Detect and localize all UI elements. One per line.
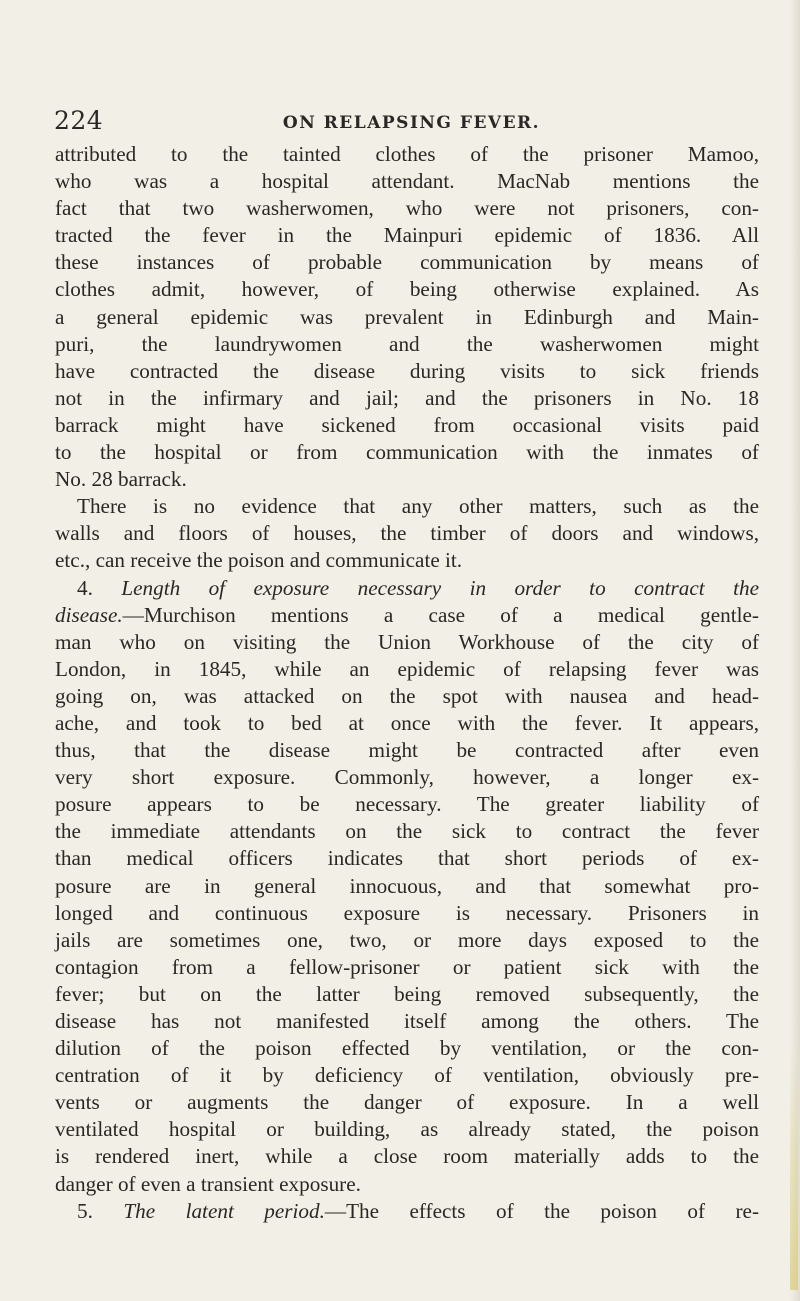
text-line: danger of even a transient exposure. bbox=[55, 1171, 361, 1196]
text-line: posure are in general innocuous, and that somewhat pro- bbox=[55, 873, 759, 898]
text-line: centration of it by deficiency of ventilation, obviously pre- bbox=[55, 1063, 759, 1088]
section-title-cont: disease. bbox=[55, 602, 123, 627]
text-line: have contracted the disease during visits to sick friends bbox=[55, 358, 759, 383]
text-line: puri, the laundrywomen and the washerwomen might bbox=[55, 331, 759, 356]
page-header bbox=[54, 103, 759, 139]
section-number: 4. bbox=[77, 575, 122, 600]
text-line: dilution of the poison effected by ventilation, or the con- bbox=[55, 1036, 759, 1061]
text-line: very short exposure. Commonly, however, a longer ex- bbox=[55, 765, 759, 790]
page-edge-stain bbox=[790, 1050, 798, 1290]
text-line: fact that two washerwomen, who were not prisoners, con- bbox=[55, 196, 759, 221]
text-line: disease has not manifested itself among the others. The bbox=[55, 1009, 759, 1033]
section-text: —Murchison mentions a case of a medical gentle- bbox=[122, 602, 759, 627]
text-line: walls and floors of houses, the timber of doors and windows, bbox=[55, 521, 759, 546]
text-line: who was a hospital attendant. MacNab mentions the bbox=[55, 169, 759, 194]
section-text: —The effects of the poison of re- bbox=[324, 1198, 759, 1223]
body-text bbox=[55, 141, 759, 1225]
text-line bbox=[55, 602, 759, 629]
text-line: etc., can receive the poison and communicate it. bbox=[55, 548, 463, 573]
text-line: man who on visiting the Union Workhouse of the city of bbox=[55, 629, 759, 654]
text-line: going on, was attacked on the spot with nausea and head- bbox=[55, 683, 759, 708]
text-line: the immediate attendants on the sick to contract the fever bbox=[55, 819, 759, 844]
text-line: barrack might have sickened from occasional visits paid bbox=[55, 412, 759, 437]
text-line: to the hospital or from communication with the inmates of bbox=[55, 440, 759, 465]
text-line: jails are sometimes one, two, or more days exposed to the bbox=[55, 927, 759, 952]
text-line: is rendered inert, while a close room materially adds to the bbox=[55, 1144, 759, 1169]
text-line: a general epidemic was prevalent in Edinburgh and Main- bbox=[55, 304, 759, 329]
text-line: contagion from a fellow-prisoner or patient sick with the bbox=[55, 954, 759, 979]
text-line: than medical officers indicates that short periods of ex- bbox=[55, 846, 759, 871]
text-line: clothes admit, however, of being otherwise explained. As bbox=[55, 277, 759, 302]
section-number: 5. bbox=[77, 1198, 124, 1223]
text-line: tracted the fever in the Mainpuri epidemic of 1836. All bbox=[55, 223, 759, 248]
text-line: ventilated hospital or building, as already stated, the poison bbox=[55, 1117, 759, 1142]
text-line: attributed to the tainted clothes of the prisoner Mamoo, bbox=[55, 142, 759, 166]
running-title: ON RELAPSING FEVER. bbox=[282, 113, 541, 133]
text-line: thus, that the disease might be contracted after even bbox=[55, 738, 759, 763]
section-heading-line bbox=[55, 575, 759, 602]
text-line: posure appears to be necessary. The greater liability of bbox=[55, 792, 759, 817]
section-heading-line bbox=[55, 1198, 759, 1225]
text-line: There is no evidence that any other matters, such as the bbox=[77, 494, 759, 519]
section-title: The latent period. bbox=[123, 1198, 325, 1223]
page-number: 224 bbox=[54, 106, 104, 135]
text-line: London, in 1845, while an epidemic of relapsing fever was bbox=[55, 656, 759, 681]
text-line: No. 28 barrack. bbox=[55, 467, 187, 492]
text-line: longed and continuous exposure is necessary. Prisoners in bbox=[55, 900, 759, 925]
text-line: not in the infirmary and jail; and the prisoners in No. 18 bbox=[55, 385, 759, 410]
text-line: these instances of probable communication by means of bbox=[55, 250, 759, 275]
text-line: ache, and took to bed at once with the fever. It appears, bbox=[55, 710, 759, 735]
text-line: fever; but on the latter being removed subsequently, the bbox=[55, 981, 759, 1006]
section-title: Length of exposure necessary in order to contract the bbox=[121, 575, 759, 600]
text-line: vents or augments the danger of exposure. In a well bbox=[55, 1090, 759, 1115]
